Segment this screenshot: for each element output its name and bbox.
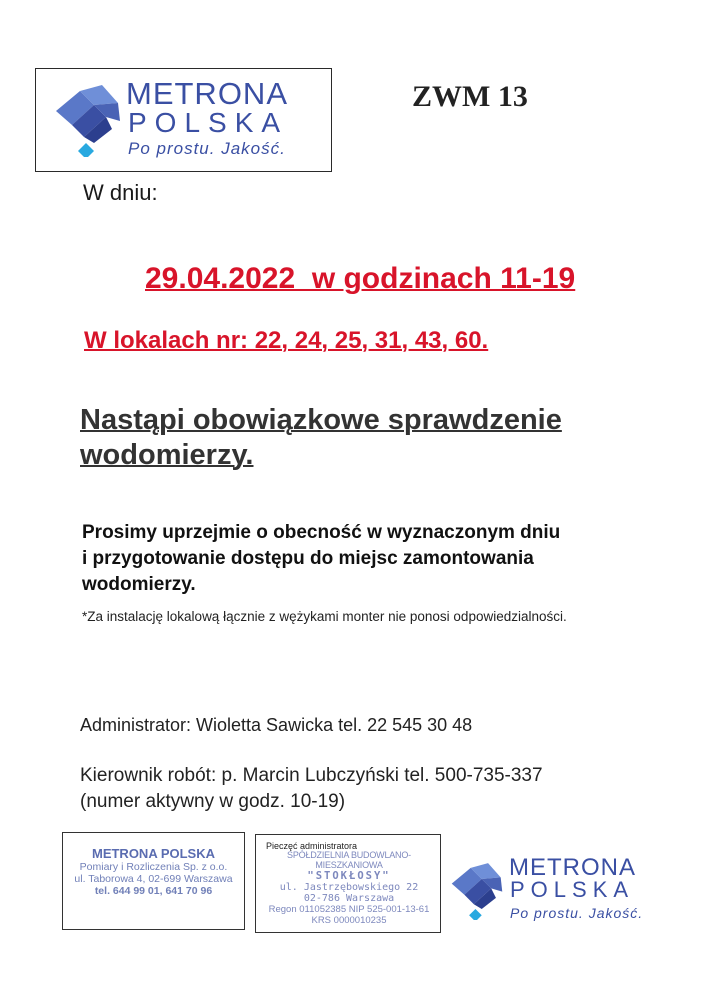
stamp-company-line: Pomiary i Rozliczenia Sp. z o.o. [79, 861, 228, 873]
footer-brand-slogan: Po prostu. Jakość. [510, 905, 644, 921]
brand-slogan: Po prostu. Jakość. [128, 139, 286, 158]
date-and-hours: 29.04.2022 w godzinach 11-19 [145, 262, 576, 295]
brand-name-line2: POLSKA [128, 107, 289, 138]
liability-note: *Za instalację lokalową łącznie z wężykami monter nie ponosi odpowiedzialności. [82, 609, 567, 624]
stamp-admin-label: Pieczęć administratora [266, 841, 358, 851]
request-line2: i przygotowanie dostępu do miejsc zamontowania [82, 548, 534, 569]
request-line3: wodomierzy. [82, 574, 196, 595]
stamp-admin-street: ul. Jastrzębowskiego 22 [279, 882, 419, 893]
stamp-admin-krs: KRS 0000010235 [311, 915, 387, 926]
manager-phone: Kierownik robót: p. Marcin Lubczyński tel. 500-735-337 [80, 765, 543, 786]
manager-contact [80, 763, 543, 815]
headline-line2: wodomierzy. [80, 439, 254, 471]
request-paragraph [82, 520, 642, 598]
request-line1: Prosimy uprzejmie o obecność w wyznaczonym dniu [82, 522, 561, 543]
metrona-logo-icon [50, 81, 126, 157]
metrona-logo-box [35, 68, 332, 172]
stamp-admin-coop-short: "STOKŁOSY" [307, 870, 391, 882]
company-stamp [62, 832, 245, 930]
headline-line1: Nastąpi obowiązkowe sprawdzenie [80, 404, 562, 436]
stamp-admin-body [256, 850, 442, 926]
document-code: ZWM 13 [412, 80, 528, 113]
stamp-admin-regon-nip: Regon 011052385 NIP 525-001-13-61 [268, 904, 430, 915]
footer-metrona-logo [447, 852, 667, 928]
apartment-numbers: W lokalach nr: 22, 24, 25, 31, 43, 60. [84, 327, 489, 354]
administrator-contact: Administrator: Wioletta Sawicka tel. 22 545 30 48 [80, 715, 473, 735]
stamp-company-title: METRONA POLSKA [91, 846, 216, 861]
stamp-company-address: ul. Taborowa 4, 02-699 Warszawa [74, 873, 233, 885]
stamp-admin-city: 02-786 Warszawa [303, 893, 395, 904]
stamp-admin-coop-name: SPÓŁDZIELNIA BUDOWLANO-MIESZKANIOWA [287, 850, 411, 870]
administrator-stamp [255, 834, 441, 933]
date-label: W dniu: [83, 180, 158, 205]
footer-brand-line1: METRONA [509, 854, 636, 881]
stamp-company-phone: tel. 644 99 01, 641 70 96 [94, 885, 213, 897]
manager-hours: (numer aktywny w godz. 10-19) [80, 791, 346, 812]
footer-brand-line2: POLSKA [510, 877, 635, 902]
headline [80, 403, 640, 473]
footer-metrona-logo-icon [447, 860, 507, 920]
brand-name-line1: METRONA [126, 76, 288, 111]
